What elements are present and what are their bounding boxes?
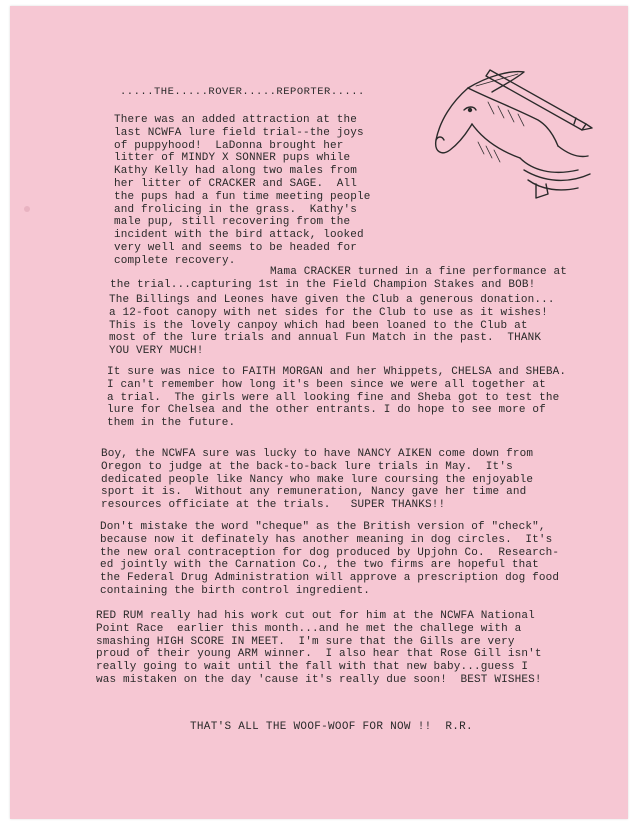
text-line: resources officiate at the trials. SUPER THANKS!! [101,499,446,512]
text-line: very well and seems to be headed for [114,241,358,254]
paragraph-cracker-performance [110,266,567,292]
signoff: THAT'S ALL THE WOOF-WOOF FOR NOW !! R.R. [190,721,473,733]
paragraph-red-rum [96,610,542,687]
punch-hole [24,206,30,212]
text-line: Mama CRACKER turned in a fine performance at [270,266,568,278]
text-line: her litter of CRACKER and SAGE. All [114,177,358,190]
text-line: sport it is. Without any remuneration, Nancy gave her time and [101,486,527,499]
text-line: smashing HIGH SCORE IN MEET. I'm sure that the Gills are very [96,635,515,648]
text-line: them in the future. [107,417,236,430]
text-line: There was an added attraction at the [114,114,358,126]
text-line: complete recovery. [114,254,236,267]
text-line: the new oral contraception for dog produced by Upjohn Co. Research- [100,546,560,559]
newsletter-page [10,6,628,819]
text-line: incident with the bird attack, looked [114,229,364,242]
text-line: litter of MINDY X SONNER pups while [114,152,351,165]
text-line: the Federal Drug Administration will approve a prescription dog food [100,572,560,585]
paragraph-canopy-donation [109,294,555,358]
text-line: ed jointly with the Carnation Co., the two firms are hopeful that [100,559,539,572]
text-line: was mistaken on the day 'cause it's really due soon! BEST WISHES! [96,673,542,686]
text-line: Oregon to judge at the back-to-back lure trials in May. It's [101,460,513,473]
text-line: male pup, still recovering from the [114,216,351,229]
text-line: and frolicing in the grass. Kathy's [114,203,358,216]
text-line: dedicated people like Nancy who make lure coursing the enjoyable [101,473,534,486]
text-line: This is the lovely canpoy which had been loaned to the Club at [109,319,528,332]
paragraph-nancy-aiken [101,448,533,512]
text-line: It sure was nice to FAITH MORGAN and her Whippets, CHELSA and SHEBA. [107,366,567,378]
masthead-title: .....THE.....ROVER.....REPORTER..... [120,86,365,98]
text-line: Point Race earlier this month...and he met the challege with a [96,622,522,635]
paragraph-faith-morgan [107,366,566,430]
text-line: the pups had a fun time meeting people [114,190,371,203]
text-line: RED RUM really had his work cut out for him at the NCWFA National [96,610,535,622]
dog-head-with-pencil-illustration [428,58,598,208]
text-line: I can't remember how long it's been since we were all together at [107,378,546,391]
text-line: a 12-foot canopy with net sides for the Club to use as it wishes! [109,306,548,319]
text-line: last NCWFA lure field trial--the joys [114,126,364,139]
text-line: of puppyhood! LaDonna brought her [114,139,344,152]
text-line: The Billings and Leones have given the Club a generous donation... [109,294,555,306]
paragraph-puppies [114,114,371,268]
text-line: containing the birth control ingredient. [100,584,371,597]
text-line: Boy, the NCWFA sure was lucky to have NANCY AIKEN come down from [101,448,534,460]
text-line: YOU VERY MUCH! [109,345,204,358]
text-line: the trial...capturing 1st in the Field Champion Stakes and BOB! [110,278,536,291]
text-line: proud of their young ARM winner. I also hear that Rose Gill isn't [96,648,542,661]
text-line: most of the lure trials and annual Fun Match in the past. THANK [109,332,542,345]
text-line: a trial. The girls were all looking fine and Sheba got to test the [107,391,560,404]
text-line: Don't mistake the word "cheque" as the British version of "check", [100,521,546,533]
text-line: really going to wait until the fall with that new baby...guess I [96,661,529,674]
paragraph-cheque [100,521,559,598]
text-line: Kathy Kelly had along two males from [114,165,358,178]
text-line: lure for Chelsea and the other entrants. I do hope to see more of [107,404,546,417]
text-line: because now it definately has another meaning in dog circles. It's [100,533,553,546]
